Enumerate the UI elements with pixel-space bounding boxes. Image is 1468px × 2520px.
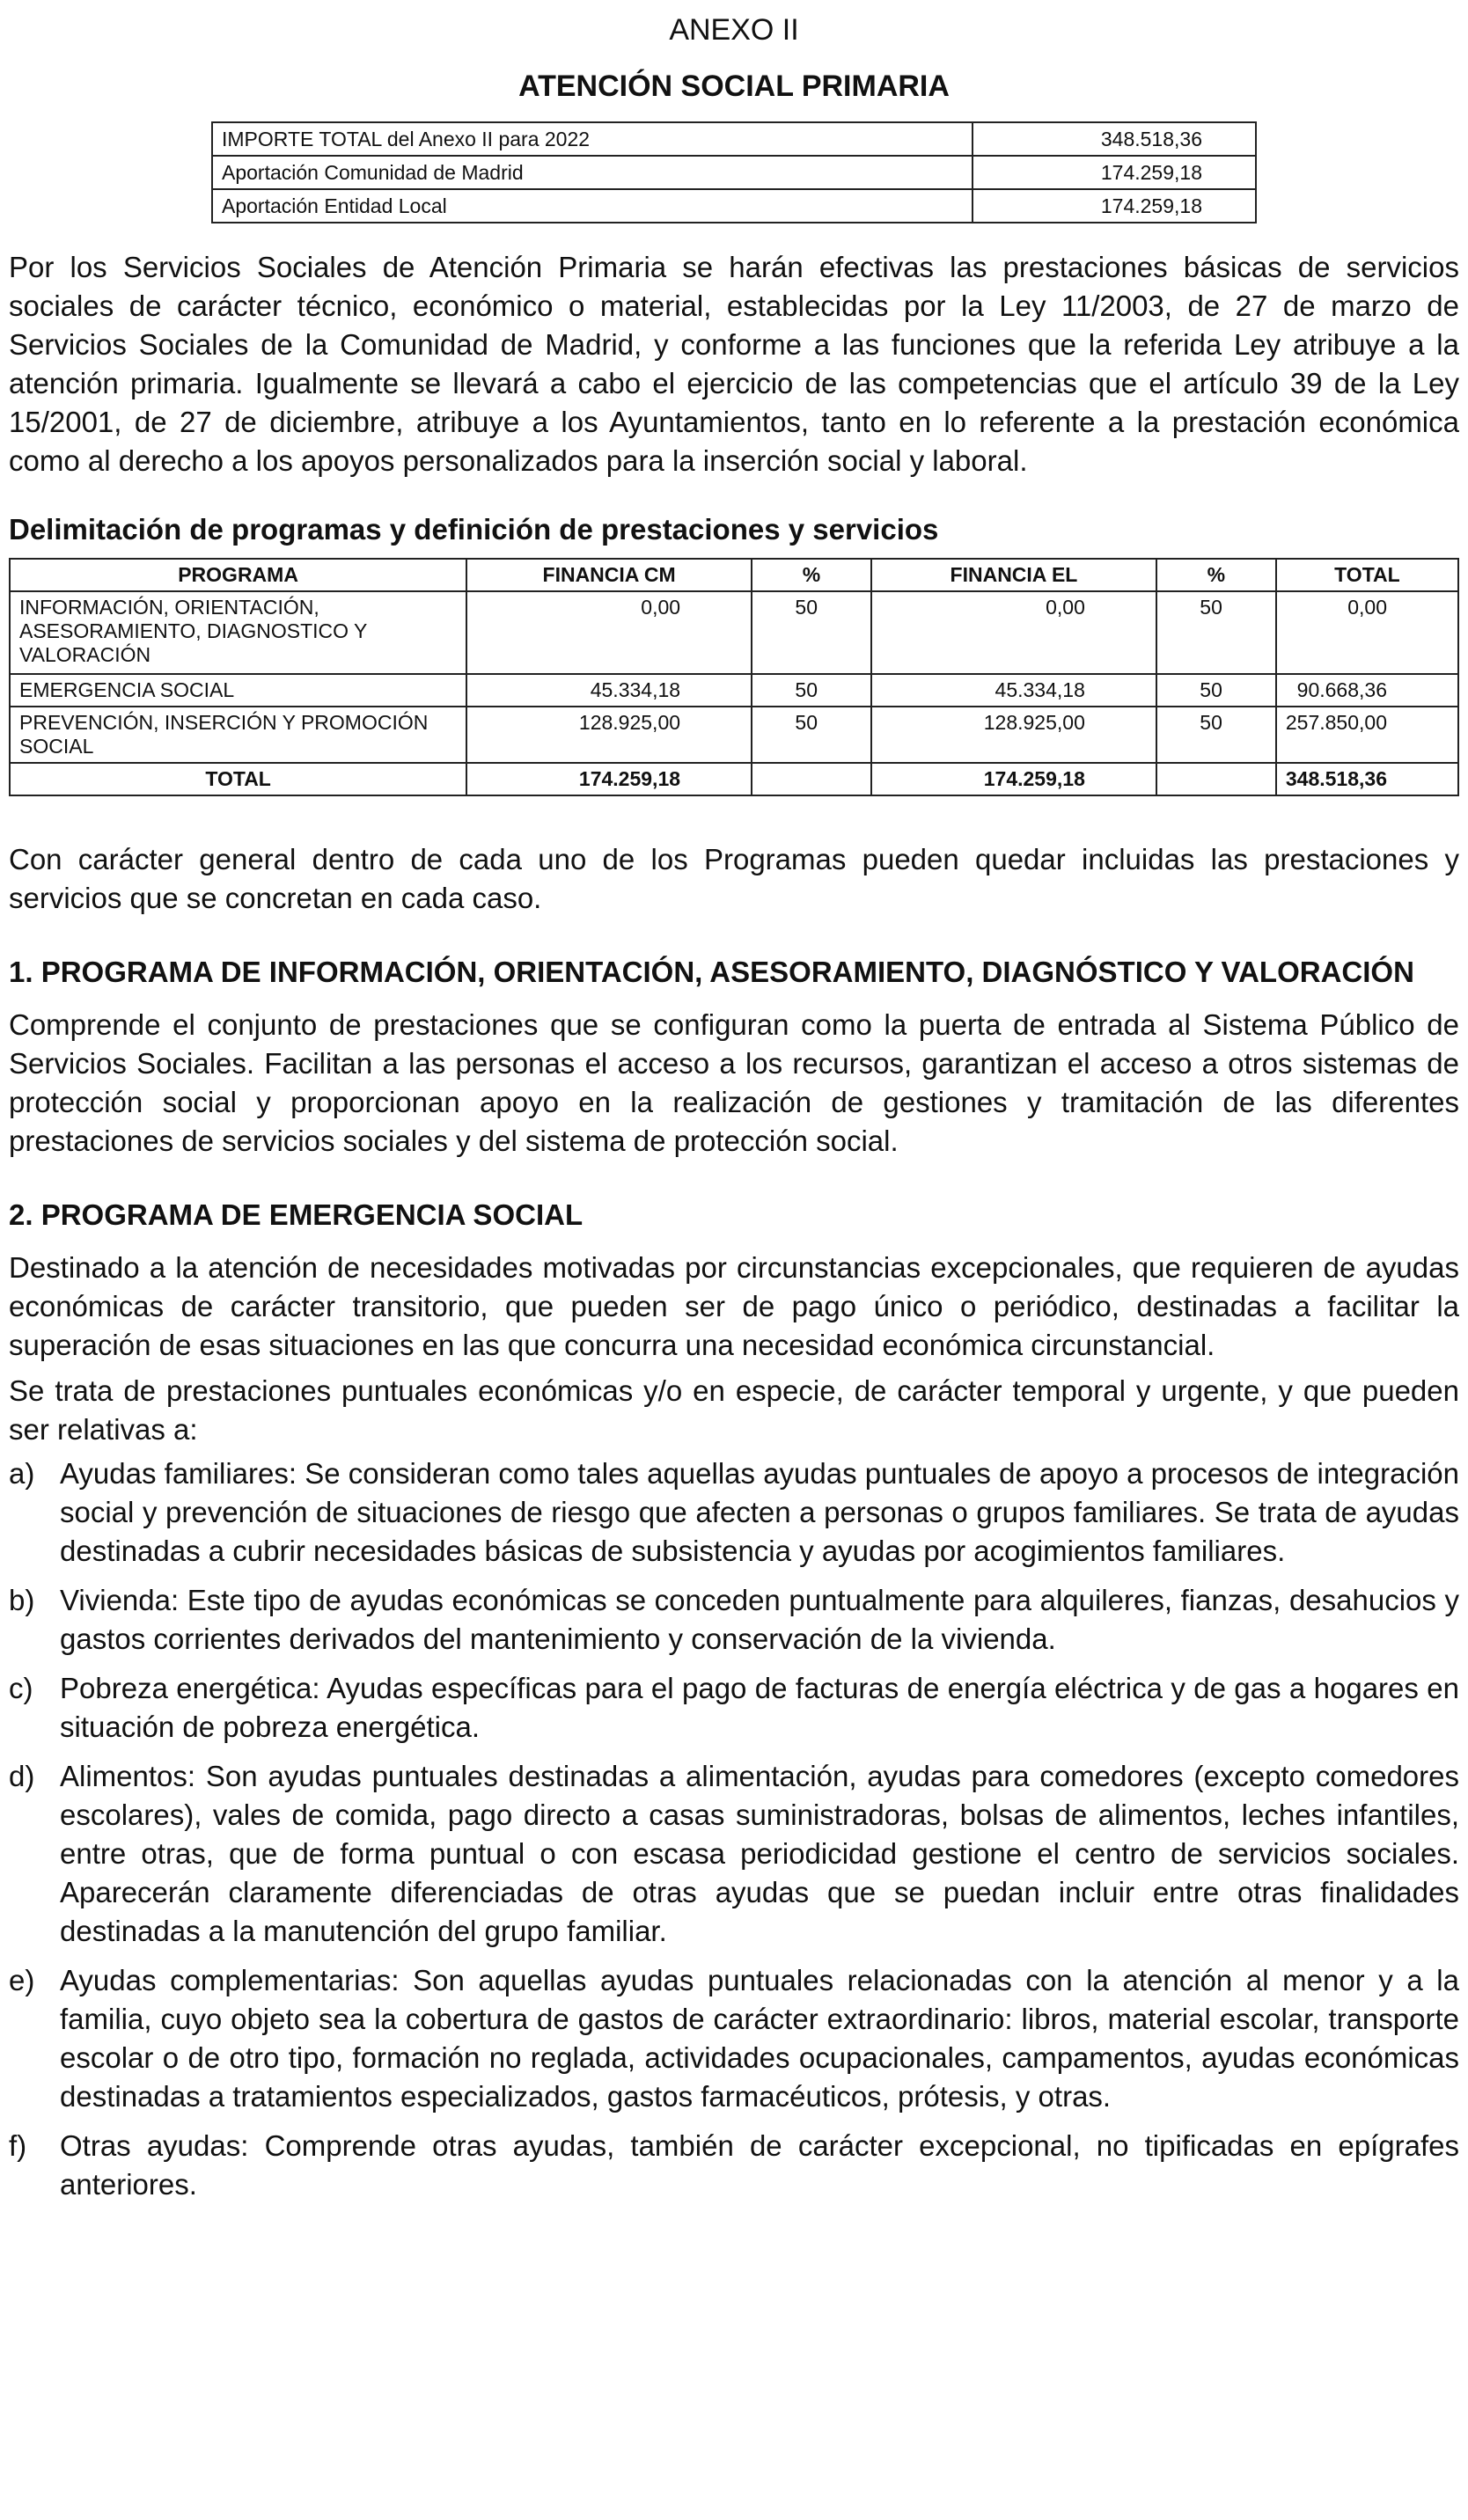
total-total: 348.518,36 [1276, 763, 1458, 795]
cell-pct-cm: 50 [752, 707, 871, 763]
cell-financia-cm: 0,00 [466, 591, 752, 674]
col-header-financia-cm: FINANCIA CM [466, 559, 752, 591]
total-label: TOTAL [10, 763, 466, 795]
summary-value: 174.259,18 [973, 156, 1256, 189]
summary-value: 174.259,18 [973, 189, 1256, 223]
list-item [9, 2127, 1459, 2204]
intro-paragraph: Por los Servicios Sociales de Atención Primaria se harán efectivas las prestaciones básicas de servicios sociales de carácter técnico, económico o material, establecidas por la Ley 11/2003, de 27 de marzo de Servicios Sociales de la Comunidad de Madrid, y conforme a las funciones que la referida Ley atribuye a la atención primaria. Igualmente se llevará a cabo el ejercicio de las competencias que el artículo 39 de la Ley 15/2001, de 27 de diciembre, atribuye a los Ayuntamientos, tanto en lo referente a la prestación económica como al derecho a los apoyos personalizados para la inserción social y laboral. [9, 251, 1459, 477]
cell-financia-el: 128.925,00 [871, 707, 1156, 763]
list-marker: d) [9, 1760, 35, 1792]
cell-total: 0,00 [1276, 591, 1458, 674]
table-row [212, 122, 1256, 156]
cell-total: 90.668,36 [1276, 674, 1458, 707]
cell-pct-cm: 50 [752, 591, 871, 674]
cell-financia-cm: 128.925,00 [466, 707, 752, 763]
cell-pct-el: 50 [1156, 707, 1276, 763]
cell-programa: INFORMACIÓN, ORIENTACIÓN, ASESORAMIENTO, DIAGNOSTICO Y VALORACIÓN [10, 591, 466, 674]
list-marker: c) [9, 1672, 33, 1704]
list-item [9, 1757, 1459, 1951]
col-header-financia-el: FINANCIA EL [871, 559, 1156, 591]
list-item [9, 1669, 1459, 1747]
total-pct-cm [752, 763, 871, 795]
summary-value: 348.518,36 [973, 122, 1256, 156]
list-item-text: Vivienda: Este tipo de ayudas económicas se conceden puntualmente para alquileres, fianzas, desahucios y gastos corrientes derivados del mantenimiento y conservación de la vivienda. [60, 1584, 1459, 1655]
total-pct-el [1156, 763, 1276, 795]
list-item [9, 1454, 1459, 1571]
cell-programa: PREVENCIÓN, INSERCIÓN Y PROMOCIÓN SOCIAL [10, 707, 466, 763]
cell-financia-cm: 45.334,18 [466, 674, 752, 707]
cell-financia-el: 45.334,18 [871, 674, 1156, 707]
annex-label: ANEXO II [669, 13, 799, 47]
list-item-text: Alimentos: Son ayudas puntuales destinadas a alimentación, ayudas para comedores (excepto comedores escolares), vales de comida, pago directo a casas suministradoras, bolsas de alimentos, leches infantiles, entre otras, que de forma puntual o con escasa periodicidad gestione el centro de servicios sociales. Aparecerán claramente diferenciadas de otras ayudas que se puedan incluir entre otras finalidades destinadas a la manutención del grupo familiar. [60, 1760, 1459, 1947]
list-item-text: Otras ayudas: Comprende otras ayudas, también de carácter excepcional, no tipificadas en epígrafes anteriores. [60, 2129, 1459, 2201]
col-header-total: TOTAL [1276, 559, 1458, 591]
list-marker: f) [9, 2129, 27, 2162]
summary-label: Aportación Entidad Local [212, 189, 973, 223]
table-row [10, 707, 1458, 763]
table-total-row [10, 763, 1458, 795]
cell-pct-el: 50 [1156, 591, 1276, 674]
table-row [10, 591, 1458, 674]
col-header-pct-cm: % [752, 559, 871, 591]
section-1-heading: 1. PROGRAMA DE INFORMACIÓN, ORIENTACIÓN, ASESORAMIENTO, DIAGNÓSTICO Y VALORACIÓN [9, 956, 1414, 988]
list-item-text: Ayudas familiares: Se consideran como tales aquellas ayudas puntuales de apoyo a procesos de integración social y prevención de situaciones de riesgo que afecten a personas o grupos familiares. Se trata de ayudas destinadas a cubrir necesidades básicas de subsistencia y ayudas por acogimientos familiares. [60, 1457, 1459, 1567]
table-row [212, 189, 1256, 223]
list-item [9, 1961, 1459, 2116]
cell-total: 257.850,00 [1276, 707, 1458, 763]
list-marker: b) [9, 1584, 35, 1616]
table-row [10, 674, 1458, 707]
programs-table [9, 558, 1459, 796]
general-paragraph: Con carácter general dentro de cada uno de los Programas pueden quedar incluidas las prestaciones y servicios que se concretan en cada caso. [9, 843, 1459, 914]
document-title: ATENCIÓN SOCIAL PRIMARIA [518, 70, 950, 103]
cell-pct-cm: 50 [752, 674, 871, 707]
list-item-text: Ayudas complementarias: Son aquellas ayudas puntuales relacionadas con la atención al menor y a la familia, cuyo objeto sea la cobertura de gastos de carácter extraordinario: libros, material escolar, transporte escolar o de otro tipo, formación no reglada, actividades ocupacionales, campamentos, ayudas económicas destinadas a tratamientos especializados, gastos farmacéuticos, prótesis, y otras. [60, 1964, 1459, 2113]
cell-programa: EMERGENCIA SOCIAL [10, 674, 466, 707]
delimitation-heading: Delimitación de programas y definición de prestaciones y servicios [9, 513, 939, 546]
summary-label: Aportación Comunidad de Madrid [212, 156, 973, 189]
list-marker: e) [9, 1964, 35, 1996]
funding-summary-table [211, 121, 1257, 223]
document-page [9, 12, 1459, 2215]
total-financia-cm: 174.259,18 [466, 763, 752, 795]
table-header-row [10, 559, 1458, 591]
section-2-heading: 2. PROGRAMA DE EMERGENCIA SOCIAL [9, 1198, 584, 1231]
summary-label: IMPORTE TOTAL del Anexo II para 2022 [212, 122, 973, 156]
col-header-pct-el: % [1156, 559, 1276, 591]
table-row [212, 156, 1256, 189]
section-1-paragraph: Comprende el conjunto de prestaciones que se configuran como la puerta de entrada al Sistema Público de Servicios Sociales. Facilitan a las personas el acceso a los recursos, garantizan el acceso a otros sistemas de protección social y proporcionan apoyo en la realización de gestiones y tramitación de las diferentes prestaciones de servicios sociales y del sistema de protección social. [9, 1008, 1459, 1157]
total-financia-el: 174.259,18 [871, 763, 1156, 795]
list-item [9, 1581, 1459, 1659]
col-header-programa: PROGRAMA [10, 559, 466, 591]
section-2-intro-list: Se trata de prestaciones puntuales económicas y/o en especie, de carácter temporal y urgente, y que pueden ser relativas a: [9, 1374, 1459, 1446]
list-item-text: Pobreza energética: Ayudas específicas para el pago de facturas de energía eléctrica y de gas a hogares en situación de pobreza energética. [60, 1672, 1459, 1743]
list-marker: a) [9, 1457, 35, 1490]
cell-financia-el: 0,00 [871, 591, 1156, 674]
cell-pct-el: 50 [1156, 674, 1276, 707]
benefit-list [9, 1454, 1459, 2204]
section-2-paragraph: Destinado a la atención de necesidades motivadas por circunstancias excepcionales, que requieren de ayudas económicas de carácter transitorio, que pueden ser de pago único o periódico, destinadas a facilitar la superación de esas situaciones en las que concurra una necesidad económica circunstancial. [9, 1251, 1459, 1361]
